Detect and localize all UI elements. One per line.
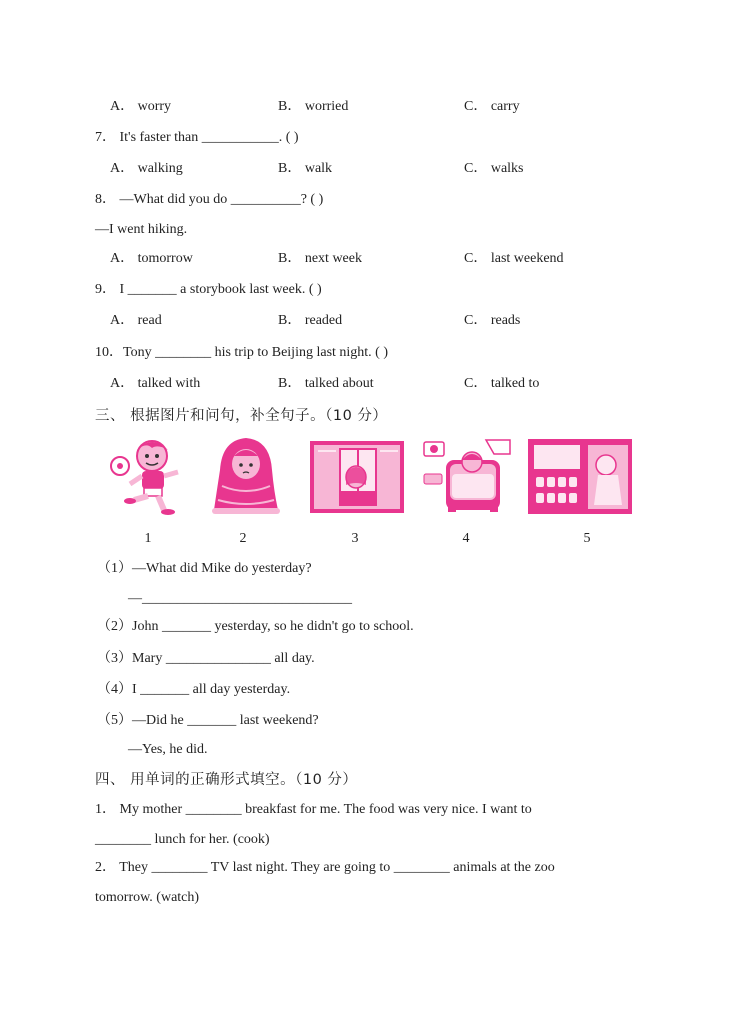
section-3-title: 三、 根据图片和问句，补全句子。（10 分） — [95, 408, 388, 424]
q10-option-a: A． talked with — [110, 376, 201, 391]
girl-in-blanket-picture — [208, 436, 284, 516]
q8-option-b: B． next week — [278, 251, 362, 266]
section-3-item-5: （5）—Did he _______ last weekend? — [97, 713, 319, 728]
girl-at-window-picture — [310, 441, 404, 513]
q6-option-a: A． worry — [110, 99, 172, 114]
picture-number: 1 — [144, 531, 152, 546]
section-4-line-2: ________ lunch for her. (cook) — [95, 832, 270, 847]
q7-option-b: B． walk — [278, 161, 333, 176]
picture-number: 4 — [462, 531, 470, 546]
question-10: 10．Tony ________ his trip to Beijing last night. ( ) — [95, 345, 389, 360]
picture-number: 2 — [239, 531, 247, 546]
q6-option-b: B． worried — [278, 99, 349, 114]
section-3-item-3: （3）Mary _______________ all day. — [97, 651, 315, 666]
section-4-line-3: 2． They ________ TV last night. They are going to ________ animals at the zoo — [95, 860, 555, 875]
question-8: 8． —What did you do __________? ( ) — [95, 192, 324, 207]
cinema-picture — [528, 439, 632, 514]
section-4-title: 四、 用单词的正确形式填空。（10 分） — [95, 772, 358, 788]
question-9: 9． I _______ a storybook last week. ( ) — [95, 282, 322, 297]
q6-option-c: C． carry — [464, 99, 520, 114]
section-3-item-5-answer: —Yes, he did. — [128, 742, 208, 757]
q8-option-a: A． tomorrow — [110, 251, 193, 266]
q9-option-b: B． readed — [278, 313, 343, 328]
q8-option-c: C． last weekend — [464, 251, 564, 266]
boy-playing-football-picture — [108, 436, 194, 516]
q9-option-a: A． read — [110, 313, 162, 328]
section-4-line-4: tomorrow. (watch) — [95, 890, 200, 905]
q9-option-c: C． reads — [464, 313, 521, 328]
q7-option-a: A． walking — [110, 161, 183, 176]
question-7: 7． It's faster than ___________. ( ) — [95, 130, 299, 145]
q7-option-c: C． walks — [464, 161, 524, 176]
section-4-line-1: 1． My mother ________ breakfast for me. The food was very nice. I want to — [95, 802, 532, 817]
picture-number: 5 — [583, 531, 591, 546]
section-3-item-2: （2）John _______ yesterday, so he didn't go to school. — [97, 619, 414, 634]
q10-option-c: C． talked to — [464, 376, 540, 391]
picture-number: 3 — [351, 531, 359, 546]
section-3-item-1: （1）—What did Mike do yesterday? — [97, 561, 312, 576]
question-8-answer: —I went hiking. — [95, 222, 188, 237]
section-3-item-1-answer: —______________________________ — [128, 591, 352, 606]
girl-in-bed-picture — [420, 436, 514, 516]
section-3-item-4: （4）I _______ all day yesterday. — [97, 682, 291, 697]
q10-option-b: B． talked about — [278, 376, 374, 391]
